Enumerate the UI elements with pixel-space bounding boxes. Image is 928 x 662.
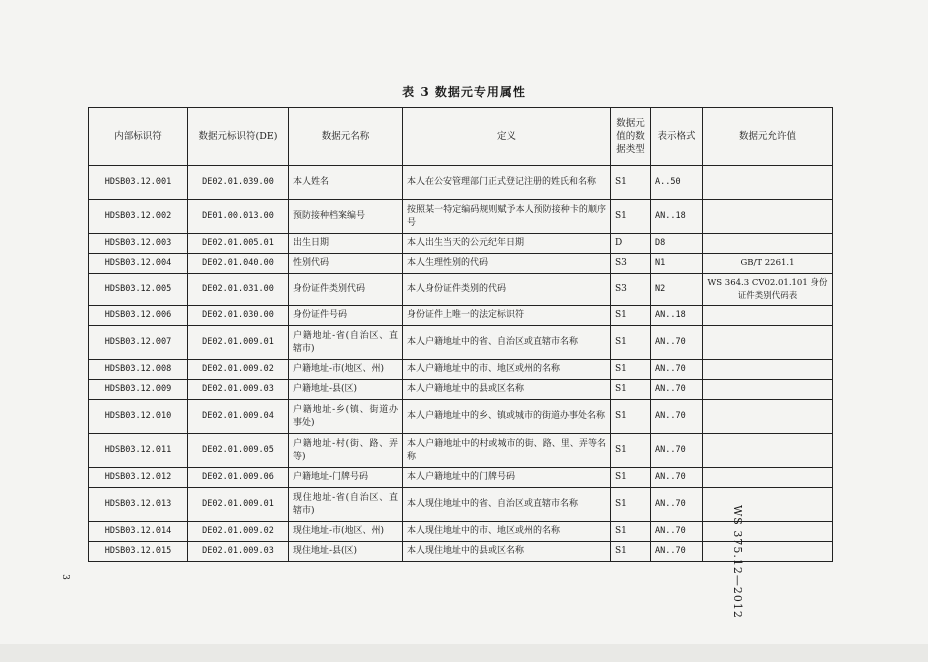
cell-element-name: 现住地址-市(地区、州) bbox=[289, 522, 403, 542]
cell-data-type: S1 bbox=[611, 306, 651, 326]
cell-internal-id: HDSB03.12.014 bbox=[89, 522, 188, 542]
cell-data-type: S1 bbox=[611, 488, 651, 522]
cell-allowed-values bbox=[703, 522, 833, 542]
cell-internal-id: HDSB03.12.008 bbox=[89, 360, 188, 380]
cell-definition: 身份证件上唯一的法定标识符 bbox=[403, 306, 611, 326]
cell-element-name: 身份证件类别代码 bbox=[289, 274, 403, 306]
cell-internal-id: HDSB03.12.015 bbox=[89, 542, 188, 562]
cell-element-name: 身份证件号码 bbox=[289, 306, 403, 326]
cell-element-name: 本人姓名 bbox=[289, 166, 403, 200]
cell-de-id: DE02.01.009.01 bbox=[188, 326, 289, 360]
data-element-attribute-table bbox=[88, 107, 833, 562]
header-format: 表示格式 bbox=[651, 108, 703, 166]
cell-internal-id: HDSB03.12.012 bbox=[89, 468, 188, 488]
cell-format: AN..70 bbox=[651, 488, 703, 522]
table-row bbox=[89, 166, 833, 200]
cell-data-type: S1 bbox=[611, 522, 651, 542]
cell-internal-id: HDSB03.12.006 bbox=[89, 306, 188, 326]
cell-data-type: D bbox=[611, 234, 651, 254]
table-row bbox=[89, 542, 833, 562]
cell-de-id: DE02.01.009.06 bbox=[188, 468, 289, 488]
cell-definition: 本人现住地址中的省、自治区或直辖市名称 bbox=[403, 488, 611, 522]
cell-element-name: 户籍地址-县(区) bbox=[289, 380, 403, 400]
cell-allowed-values bbox=[703, 468, 833, 488]
cell-allowed-values bbox=[703, 542, 833, 562]
cell-definition: 本人户籍地址中的村或城市的街、路、里、弄等名称 bbox=[403, 434, 611, 468]
cell-allowed-values bbox=[703, 488, 833, 522]
cell-element-name: 现住地址-省(自治区、直辖市) bbox=[289, 488, 403, 522]
cell-de-id: DE02.01.040.00 bbox=[188, 254, 289, 274]
cell-format: AN..70 bbox=[651, 400, 703, 434]
cell-definition: 本人户籍地址中的乡、镇或城市的街道办事处名称 bbox=[403, 400, 611, 434]
cell-format: AN..70 bbox=[651, 522, 703, 542]
cell-internal-id: HDSB03.12.007 bbox=[89, 326, 188, 360]
cell-de-id: DE02.01.030.00 bbox=[188, 306, 289, 326]
cell-format: AN..18 bbox=[651, 306, 703, 326]
cell-definition: 本人现住地址中的市、地区或州的名称 bbox=[403, 522, 611, 542]
table-row bbox=[89, 400, 833, 434]
cell-definition: 本人在公安管理部门正式登记注册的姓氏和名称 bbox=[403, 166, 611, 200]
cell-format: AN..70 bbox=[651, 360, 703, 380]
cell-definition: 本人现住地址中的县或区名称 bbox=[403, 542, 611, 562]
cell-data-type: S1 bbox=[611, 468, 651, 488]
table-row bbox=[89, 434, 833, 468]
table-row bbox=[89, 274, 833, 306]
cell-internal-id: HDSB03.12.002 bbox=[89, 200, 188, 234]
cell-element-name: 户籍地址-市(地区、州) bbox=[289, 360, 403, 380]
cell-allowed-values bbox=[703, 306, 833, 326]
cell-allowed-values: GB/T 2261.1 bbox=[703, 254, 833, 274]
cell-allowed-values bbox=[703, 380, 833, 400]
cell-data-type: S1 bbox=[611, 542, 651, 562]
cell-de-id: DE01.00.013.00 bbox=[188, 200, 289, 234]
cell-format: D8 bbox=[651, 234, 703, 254]
cell-de-id: DE02.01.009.02 bbox=[188, 522, 289, 542]
cell-de-id: DE02.01.009.03 bbox=[188, 542, 289, 562]
page-number: 3 bbox=[59, 574, 70, 580]
cell-internal-id: HDSB03.12.010 bbox=[89, 400, 188, 434]
cell-de-id: DE02.01.009.02 bbox=[188, 360, 289, 380]
header-definition: 定义 bbox=[403, 108, 611, 166]
cell-allowed-values bbox=[703, 434, 833, 468]
cell-internal-id: HDSB03.12.011 bbox=[89, 434, 188, 468]
table-row bbox=[89, 254, 833, 274]
table-caption: 表 3 数据元专用属性 bbox=[402, 85, 526, 99]
cell-format: N1 bbox=[651, 254, 703, 274]
cell-format: AN..70 bbox=[651, 542, 703, 562]
cell-data-type: S1 bbox=[611, 400, 651, 434]
table-row bbox=[89, 380, 833, 400]
cell-format: AN..70 bbox=[651, 326, 703, 360]
table-row bbox=[89, 468, 833, 488]
cell-internal-id: HDSB03.12.001 bbox=[89, 166, 188, 200]
table-row bbox=[89, 200, 833, 234]
cell-format: A..50 bbox=[651, 166, 703, 200]
cell-allowed-values bbox=[703, 326, 833, 360]
cell-definition: 本人出生当天的公元纪年日期 bbox=[403, 234, 611, 254]
cell-data-type: S1 bbox=[611, 166, 651, 200]
cell-allowed-values bbox=[703, 234, 833, 254]
table-row bbox=[89, 326, 833, 360]
cell-de-id: DE02.01.009.03 bbox=[188, 380, 289, 400]
cell-allowed-values: WS 364.3 CV02.01.101 身份证件类别代码表 bbox=[703, 274, 833, 306]
cell-data-type: S3 bbox=[611, 254, 651, 274]
table-header-row bbox=[89, 108, 833, 166]
cell-allowed-values bbox=[703, 200, 833, 234]
cell-definition: 本人户籍地址中的县或区名称 bbox=[403, 380, 611, 400]
cell-definition: 本人生理性别的代码 bbox=[403, 254, 611, 274]
cell-allowed-values bbox=[703, 360, 833, 380]
table-row bbox=[89, 522, 833, 542]
cell-format: AN..70 bbox=[651, 380, 703, 400]
cell-definition: 本人户籍地址中的门牌号码 bbox=[403, 468, 611, 488]
cell-de-id: DE02.01.005.01 bbox=[188, 234, 289, 254]
cell-definition: 本人户籍地址中的省、自治区或直辖市名称 bbox=[403, 326, 611, 360]
table-row bbox=[89, 234, 833, 254]
cell-internal-id: HDSB03.12.003 bbox=[89, 234, 188, 254]
cell-element-name: 性别代码 bbox=[289, 254, 403, 274]
cell-format: N2 bbox=[651, 274, 703, 306]
cell-element-name: 户籍地址-门牌号码 bbox=[289, 468, 403, 488]
table-row bbox=[89, 360, 833, 380]
cell-definition: 本人户籍地址中的市、地区或州的名称 bbox=[403, 360, 611, 380]
cell-element-name: 出生日期 bbox=[289, 234, 403, 254]
cell-internal-id: HDSB03.12.009 bbox=[89, 380, 188, 400]
cell-element-name: 现住地址-县(区) bbox=[289, 542, 403, 562]
cell-data-type: S1 bbox=[611, 200, 651, 234]
cell-allowed-values bbox=[703, 400, 833, 434]
cell-definition: 按照某一特定编码规则赋予本人预防接种卡的顺序号 bbox=[403, 200, 611, 234]
cell-element-name: 户籍地址-乡(镇、街道办事处) bbox=[289, 400, 403, 434]
cell-format: AN..70 bbox=[651, 468, 703, 488]
page-bottom-edge bbox=[0, 644, 928, 662]
cell-internal-id: HDSB03.12.005 bbox=[89, 274, 188, 306]
cell-internal-id: HDSB03.12.013 bbox=[89, 488, 188, 522]
cell-allowed-values bbox=[703, 166, 833, 200]
cell-element-name: 预防接种档案编号 bbox=[289, 200, 403, 234]
cell-data-type: S1 bbox=[611, 434, 651, 468]
cell-data-type: S3 bbox=[611, 274, 651, 306]
cell-de-id: DE02.01.031.00 bbox=[188, 274, 289, 306]
cell-de-id: DE02.01.009.05 bbox=[188, 434, 289, 468]
header-data-type: 数据元值的数据类型 bbox=[611, 108, 651, 166]
cell-data-type: S1 bbox=[611, 380, 651, 400]
cell-format: AN..70 bbox=[651, 434, 703, 468]
cell-element-name: 户籍地址-省(自治区、直辖市) bbox=[289, 326, 403, 360]
cell-de-id: DE02.01.009.01 bbox=[188, 488, 289, 522]
cell-element-name: 户籍地址-村(街、路、弄等) bbox=[289, 434, 403, 468]
header-internal-id: 内部标识符 bbox=[89, 108, 188, 166]
header-de-id: 数据元标识符(DE) bbox=[188, 108, 289, 166]
header-allowed-values: 数据元允许值 bbox=[703, 108, 833, 166]
table-body bbox=[89, 166, 833, 562]
cell-de-id: DE02.01.009.04 bbox=[188, 400, 289, 434]
header-element-name: 数据元名称 bbox=[289, 108, 403, 166]
standard-code: WS 375.12—2012 bbox=[731, 505, 745, 619]
cell-de-id: DE02.01.039.00 bbox=[188, 166, 289, 200]
cell-format: AN..18 bbox=[651, 200, 703, 234]
table-row bbox=[89, 306, 833, 326]
cell-data-type: S1 bbox=[611, 326, 651, 360]
cell-definition: 本人身份证件类别的代码 bbox=[403, 274, 611, 306]
table-row bbox=[89, 488, 833, 522]
cell-internal-id: HDSB03.12.004 bbox=[89, 254, 188, 274]
cell-data-type: S1 bbox=[611, 360, 651, 380]
